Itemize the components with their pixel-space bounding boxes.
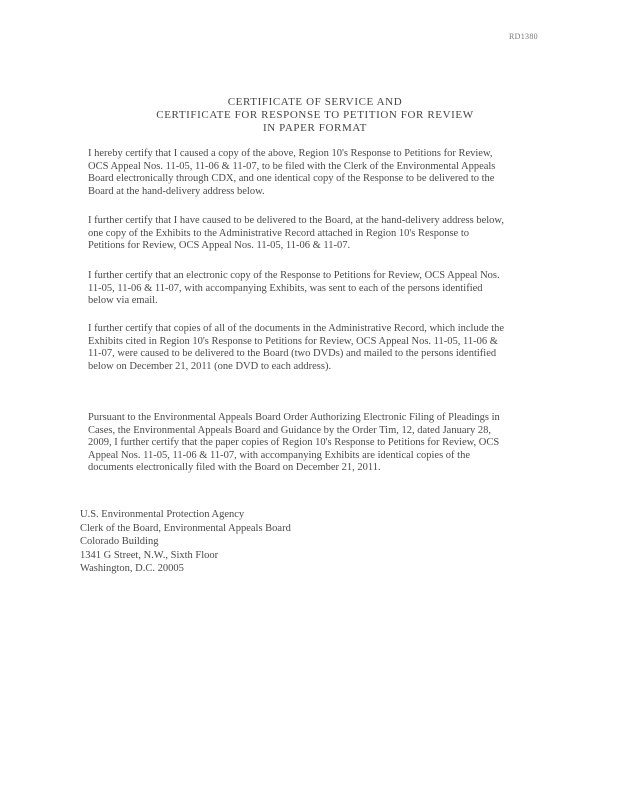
document-id: RD1380 [509,32,538,41]
paragraph-administrative-record: I further certify that copies of all of the documents in the Administrative Record, which include the Exhibits cited in Region 10's Response to Petitions for Review, OCS Appeal Nos. 11-05, 11-06 & 11-07, were caused to be delivered to the Board (two DVDs) and mailed to the persons identified below on December 21, 2011 (one DVD to each address). [88,323,505,372]
address-line: 1341 G Street, N.W., Sixth Floor [80,549,219,561]
address-block [80,508,291,576]
address-line: Clerk of the Board, Environmental Appeals Board [80,522,291,534]
title-line-3: IN PAPER FORMAT [263,122,367,134]
address-line: U.S. Environmental Protection Agency [80,509,245,520]
title-line-2: CERTIFICATE FOR RESPONSE TO PETITION FOR REVIEW [156,109,474,121]
paragraph-electronic-copy: I further certify that an electronic copy of the Response to Petitions for Review, OCS Appeal Nos. 11-05, 11-06 & 11-07, with accompanying Exhibits, was sent to each of the persons identified below via email. [88,270,500,307]
title-line-1: CERTIFICATE OF SERVICE AND [227,96,403,108]
paragraph-exhibits-delivery: I further certify that I have caused to be delivered to the Board, at the hand-delivery address below, one copy of the Exhibits to the Administrative Record attached in Region 10's Response to Petitions for Review, OCS Appeal Nos. 11-05, 11-06 & 11-07. [88,215,504,252]
paragraph-electronic-filing-order: Pursuant to the Environmental Appeals Board Order Authorizing Electronic Filing of Pleadings in Cases, the Environmental Appeals Board and Guidance by the Order Tim, 12, dated January 28, 2009, I further certify that the paper copies of Region 10's Response to Petitions for Review, OCS Appeal Nos. 11-05, 11-06 & 11-07, with accompanying Exhibits are identical copies of the documents electronically filed with the Board on December 21, 2011. [88,412,500,474]
address-line: Colorado Building [80,536,159,547]
address-line: Washington, D.C. 20005 [80,563,184,574]
paragraph-filing-certification: I hereby certify that I caused a copy of the above, Region 10's Response to Petitions for Review, OCS Appeal Nos. 11-05, 11-06 & 11-07, to be filed with the Clerk of the Environmental Appeals Board electronically through CDX, and one identical copy of the Response to be delivered to the Board at the hand-delivery address below. [88,148,496,197]
document-title [120,96,510,135]
